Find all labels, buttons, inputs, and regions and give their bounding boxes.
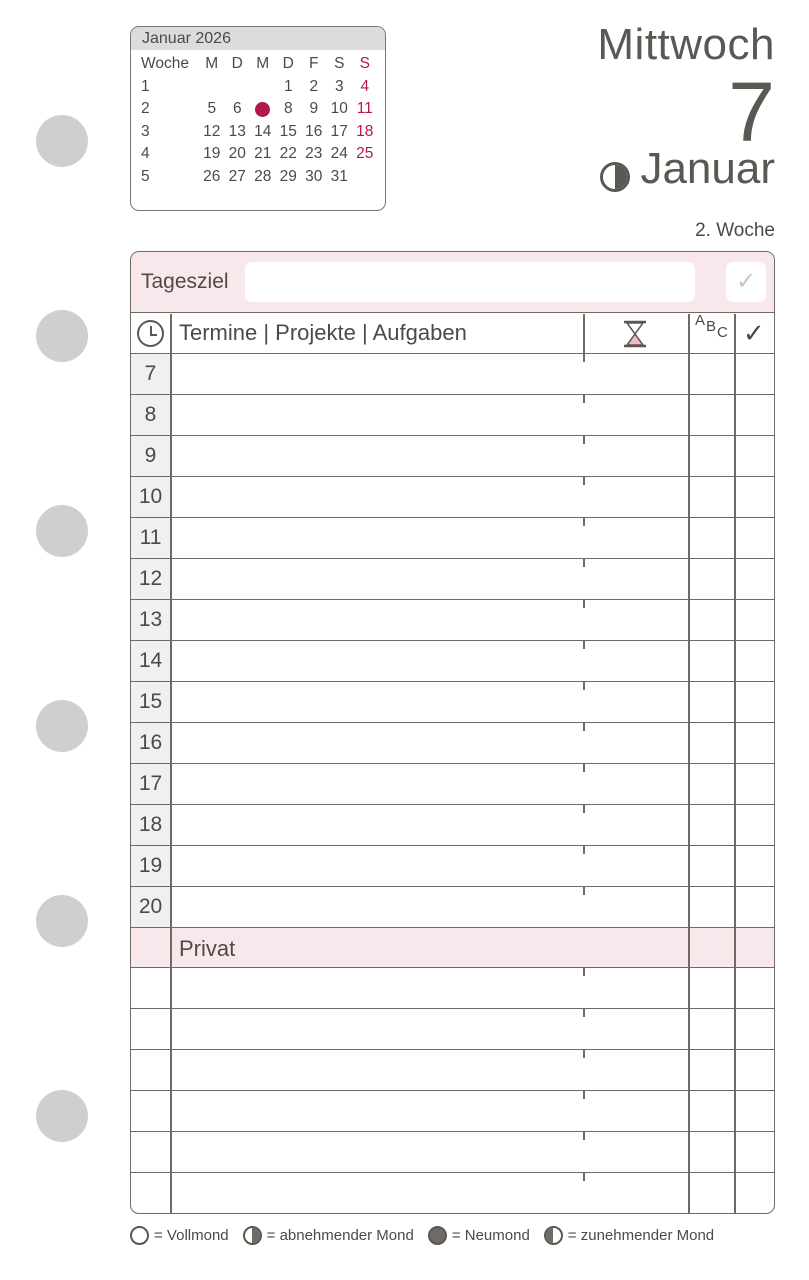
punch-hole	[36, 505, 88, 557]
weekday-label: Mittwoch	[597, 20, 775, 69]
clock-icon	[137, 320, 164, 347]
mini-calendar-day: 24	[330, 145, 348, 163]
mini-calendar-current-day-marker	[250, 98, 276, 121]
mini-calendar-day: 20	[228, 145, 246, 163]
private-row[interactable]	[131, 1132, 774, 1173]
mini-calendar-day: 17	[330, 122, 348, 140]
mini-calendar-day: 13	[228, 122, 246, 140]
day-planner	[130, 251, 775, 1214]
hour-label: 7	[131, 354, 170, 394]
mini-calendar-day: 21	[254, 145, 272, 163]
legend-item	[428, 1226, 530, 1245]
hour-label: 15	[131, 682, 170, 722]
divider-priority	[688, 314, 690, 1214]
private-section-label: Privat	[179, 936, 236, 961]
mini-calendar-header-cell: D	[231, 55, 243, 73]
planner-rows	[131, 354, 774, 1214]
duration-tick	[583, 1050, 585, 1058]
duration-tick	[583, 1009, 585, 1017]
mini-calendar-header-cell: M	[205, 55, 219, 73]
mini-calendar-day: 19	[203, 145, 221, 163]
daily-goal-field[interactable]	[245, 262, 695, 302]
hour-label: 11	[131, 518, 170, 558]
mini-calendar-day: 23	[305, 145, 323, 163]
mini-calendar-day: 6	[232, 100, 242, 118]
mini-calendar-week-number: 1	[141, 77, 150, 95]
mini-calendar-day: 15	[279, 122, 297, 140]
hour-label: 14	[131, 641, 170, 681]
column-header-row	[131, 314, 774, 354]
full-moon-icon	[130, 1226, 149, 1245]
mini-calendar-week-number: 4	[141, 145, 150, 163]
punch-hole	[36, 115, 88, 167]
hour-row[interactable]	[131, 395, 774, 436]
mini-calendar-week-number: 5	[141, 167, 150, 185]
hour-label: 10	[131, 477, 170, 517]
hour-row[interactable]	[131, 477, 774, 518]
legend-label: = zunehmender Mond	[567, 1227, 715, 1244]
duration-tick	[583, 354, 585, 362]
day-number: 7	[728, 65, 775, 159]
duration-tick	[583, 518, 585, 526]
duration-tick	[583, 1091, 585, 1099]
waxing-moon-icon	[544, 1226, 563, 1245]
mini-calendar-header-cell: S	[334, 55, 345, 73]
duration-tick	[583, 600, 585, 608]
hour-label: 19	[131, 846, 170, 886]
mini-calendar-day: 4	[360, 77, 370, 95]
punch-hole	[36, 310, 88, 362]
hour-row[interactable]	[131, 559, 774, 600]
mini-calendar-day: 10	[330, 100, 348, 118]
duration-tick	[583, 641, 585, 649]
month-label: Januar	[640, 144, 775, 193]
legend-item	[243, 1226, 414, 1245]
legend-label: = abnehmender Mond	[266, 1227, 414, 1244]
duration-tick	[583, 682, 585, 690]
mini-calendar-title: Januar 2026	[131, 27, 385, 50]
mini-calendar-day: 31	[330, 167, 348, 185]
done-check-icon: ✓	[743, 318, 765, 348]
hour-label: 8	[131, 395, 170, 435]
mini-calendar-day: 11	[356, 100, 373, 118]
mini-calendar-day: 8	[283, 100, 293, 118]
mini-calendar-day	[352, 166, 378, 189]
mini-calendar-day: 22	[279, 145, 297, 163]
duration-tick	[583, 887, 585, 895]
hour-row[interactable]	[131, 846, 774, 887]
duration-tick	[583, 723, 585, 731]
mini-calendar-header-cell: Woche	[141, 55, 189, 73]
hour-label: 18	[131, 805, 170, 845]
waning-moon-icon	[243, 1226, 262, 1245]
hour-label: 16	[131, 723, 170, 763]
divider-hour	[170, 314, 172, 1214]
mini-calendar	[130, 26, 386, 211]
punch-hole	[36, 895, 88, 947]
mini-calendar-header-cell: F	[309, 55, 319, 73]
hour-row[interactable]	[131, 600, 774, 641]
hour-row[interactable]	[131, 723, 774, 764]
hour-row[interactable]	[131, 805, 774, 846]
private-row[interactable]	[131, 1091, 774, 1132]
mini-calendar-week-number: 2	[141, 100, 150, 118]
private-row[interactable]	[131, 1173, 774, 1214]
private-row[interactable]	[131, 968, 774, 1009]
duration-tick	[583, 968, 585, 976]
hour-row[interactable]	[131, 764, 774, 805]
hour-label: 13	[131, 600, 170, 640]
mini-calendar-header-cell: D	[282, 55, 294, 73]
daily-goal-row	[131, 252, 774, 313]
private-section-header	[131, 928, 774, 968]
mini-calendar-day: 30	[305, 167, 323, 185]
hour-label: 9	[131, 436, 170, 476]
private-row[interactable]	[131, 1009, 774, 1050]
hour-row[interactable]	[131, 641, 774, 682]
mini-calendar-day: 9	[309, 100, 319, 118]
daily-goal-check-box[interactable]: ✓	[726, 262, 766, 302]
hour-row[interactable]	[131, 518, 774, 559]
mini-calendar-day: 3	[334, 77, 344, 95]
mini-calendar-day: 12	[203, 122, 221, 140]
legend-label: = Neumond	[451, 1227, 530, 1244]
mini-calendar-day: 5	[207, 100, 217, 118]
duration-tick	[583, 1173, 585, 1181]
legend-item	[130, 1226, 229, 1245]
mini-calendar-day: 18	[356, 122, 374, 140]
mini-calendar-day: 16	[305, 122, 323, 140]
punch-hole	[36, 700, 88, 752]
hour-row[interactable]	[131, 354, 774, 395]
hour-row[interactable]	[131, 682, 774, 723]
mini-calendar-day: 28	[254, 167, 272, 185]
divider-done	[734, 314, 736, 1214]
mini-calendar-day	[250, 76, 276, 99]
duration-tick	[583, 805, 585, 813]
mini-calendar-day: 27	[228, 167, 246, 185]
duration-tick	[583, 559, 585, 567]
new-moon-icon	[428, 1226, 447, 1245]
mini-calendar-day: 26	[203, 167, 221, 185]
priority-abc-icon: ABC	[695, 312, 729, 341]
mini-calendar-day: 1	[283, 77, 293, 95]
duration-tick	[583, 764, 585, 772]
hour-label: 17	[131, 764, 170, 804]
divider-duration	[583, 314, 585, 354]
duration-tick	[583, 436, 585, 444]
mini-calendar-day: 14	[254, 122, 272, 140]
column-header-title: Termine | Projekte | Aufgaben	[179, 320, 467, 345]
mini-calendar-header-cell: M	[256, 55, 270, 73]
mini-calendar-week-number: 3	[141, 122, 150, 140]
legend-label: = Vollmond	[154, 1227, 229, 1244]
mini-calendar-day: 25	[356, 145, 374, 163]
moon-phase-legend	[130, 1226, 714, 1245]
duration-tick	[583, 1132, 585, 1140]
private-row[interactable]	[131, 1050, 774, 1091]
duration-tick	[583, 846, 585, 854]
hour-label: 12	[131, 559, 170, 599]
duration-tick	[583, 477, 585, 485]
mini-calendar-day	[199, 76, 225, 99]
duration-tick	[583, 395, 585, 403]
punch-hole	[36, 1090, 88, 1142]
hour-row[interactable]	[131, 436, 774, 477]
mini-calendar-grid	[139, 53, 378, 188]
hourglass-icon	[620, 319, 650, 349]
hour-label: 20	[131, 887, 170, 927]
mini-calendar-header-cell: S	[359, 55, 370, 73]
mini-calendar-day: 2	[309, 77, 319, 95]
daily-goal-label: Tagesziel	[141, 270, 229, 293]
week-label: 2. Woche	[695, 220, 775, 241]
waning-moon-icon	[600, 162, 630, 192]
hour-row[interactable]	[131, 887, 774, 928]
mini-calendar-day	[225, 76, 251, 99]
legend-item	[544, 1226, 714, 1245]
mini-calendar-day: 29	[279, 167, 297, 185]
